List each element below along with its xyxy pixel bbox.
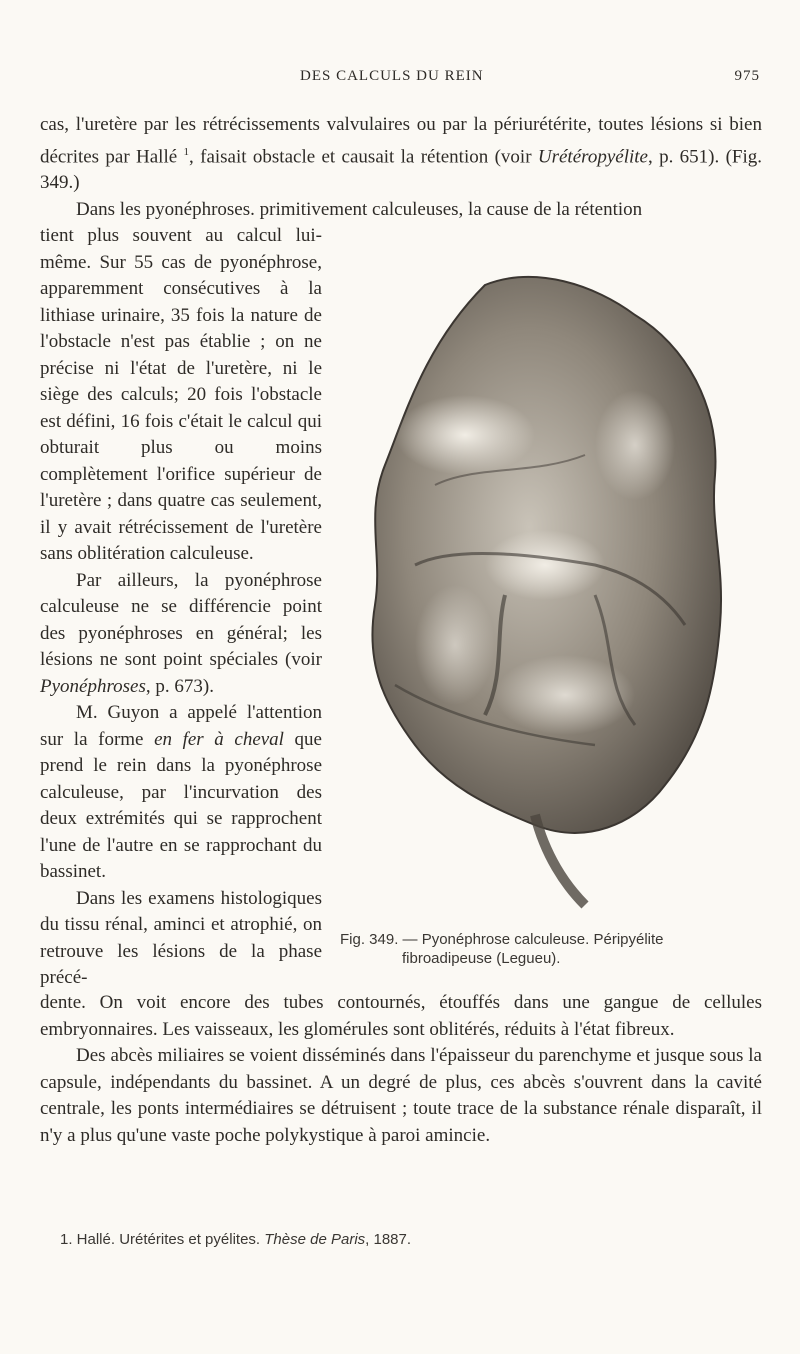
emphasis: en fer à cheval <box>154 728 284 750</box>
footnote-title: Thèse de Paris <box>264 1231 366 1248</box>
paragraph-5-end: dente. On voit encore des tubes contournés, étouffés dans une gangue de cellules embryonnaires. Les vaisseaux, les glomérules sont oblitérés, réduits à l'état fibreux. <box>40 992 762 1040</box>
figure-caption <box>340 930 770 968</box>
paragraph-4: M. Guyon a appelé l'attention sur la forme en fer à cheval que prend le rein dans la pyonéphrose calculeuse, par l'incurvation des deux extrémités qui se rapprochent l'une de l'autre en se rapprochant du bassinet. <box>40 702 322 883</box>
text-block-bottom <box>40 990 762 1149</box>
narrow-column <box>40 223 322 992</box>
paragraph-6: Des abcès miliaires se voient disséminés dans l'épaisseur du parenchyme et jusque sous la capsule, indépendants du bassinet. A un degré de plus, ces abcès s'ouvrent dans la cavité centrale, les ponts intermédiaires se détruisent ; toute trace de la substance rénale disparaît, il n'y a plus qu'une vaste poche polykystique à paroi amincie. <box>40 1045 762 1146</box>
running-title: DES CALCULS DU REIN <box>300 68 484 84</box>
paragraph-1: cas, l'uretère par les rétrécissements valvulaires ou par la périurétérite, toutes lésions si bien décrites par Hallé $^1$, faisait obstacle et causait la rétention (voir Urétéropyélite, p. 651). (Fig. 349.) <box>40 114 763 194</box>
paragraph-3: Par ailleurs, la pyonéphrose calculeuse ne se différencie point des pyonéphroses en général; les lésions ne sont point spéciales (voir Pyonéphroses, p. 673). <box>40 569 322 697</box>
paragraph-2-first-line: Dans les pyonéphroses. primitivement calculeuses, la cause de la rétention <box>76 198 643 220</box>
paragraph-2: tient plus souvent au calcul lui-même. Sur 55 cas de pyonéphrose, apparemment consécutives à la lithiase urinaire, 35 fois la nature de l'obstacle n'est pas établie ; on ne précise ni l'état de l'uretère, ni le siège des calculs; 20 fois l'obstacle est défini, 16 fois c'était le calcul qui obturait plus ou moins complètement l'orifice supérieur de l'uretère ; dans quatre cas seulement, il y avait rétrécissement de l'uretère sans oblitération calculeuse. <box>40 225 322 565</box>
kidney-engraving <box>335 265 745 925</box>
footnote: 1. Hallé. Urétérites et pyélites. Thèse de Paris, 1887. <box>60 1231 412 1248</box>
page-number: 975 <box>734 68 760 84</box>
kidney-illustration <box>335 265 745 995</box>
caption-line-1: Fig. 349. — Pyonéphrose calculeuse. Péripyélite <box>340 931 664 948</box>
cross-reference: Urétéropyélite <box>537 145 648 167</box>
footnote-reference[interactable]: 1 <box>183 145 190 158</box>
paragraph-5-start: Dans les examens histologiques du tissu rénal, aminci et atrophié, on retrouve les lésions de la phase précé- <box>40 887 322 989</box>
cross-reference: Pyonéphroses <box>40 675 146 697</box>
caption-line-2: fibroadipeuse (Legueu). <box>402 950 561 967</box>
